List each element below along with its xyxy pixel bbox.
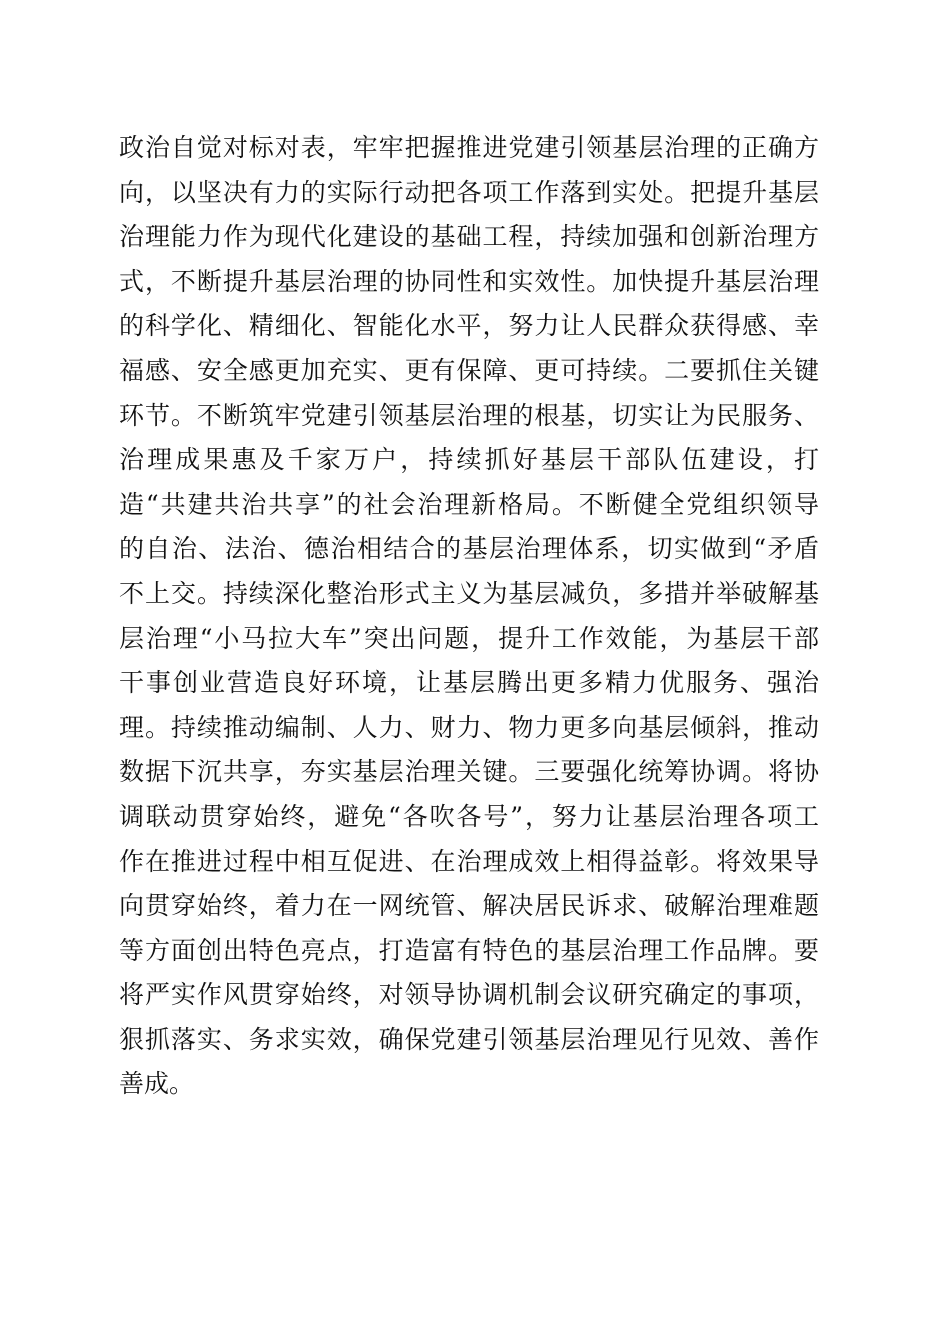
text-line-17: 作在推进过程中相互促进、在治理成效上相得益彰。将效果导 bbox=[119, 846, 819, 876]
text-line-1: 政治自觉对标对表，牢牢把握推进党建引领基层治理的正确方 bbox=[119, 133, 819, 162]
body-text bbox=[119, 126, 819, 1107]
text-line-6: 福感、安全感更加充实、更有保障、更可持续。二要抓住关键 bbox=[119, 355, 819, 385]
text-line-8: 治理成果惠及千家万户，持续抓好基层干部队伍建设，打 bbox=[119, 445, 819, 475]
text-line-20: 将严实作风贯穿始终，对领导协调机制会议研究确定的事项， bbox=[119, 980, 819, 1010]
text-line-5: 的科学化、精细化、智能化水平，努力让人民群众获得感、幸 bbox=[119, 311, 819, 341]
text-line-13: 干事创业营造良好环境，让基层腾出更多精力优服务、强治 bbox=[119, 668, 819, 698]
text-line-9: 造“共建共治共享”的社会治理新格局。不断健全党组织领导 bbox=[119, 489, 819, 519]
text-line-12: 层治理“小马拉大车”突出问题，提升工作效能，为基层干部 bbox=[119, 623, 819, 653]
text-line-18: 向贯穿始终，着力在一网统管、解决居民诉求、破解治理难题 bbox=[119, 891, 819, 921]
text-line-19: 等方面创出特色亮点，打造富有特色的基层治理工作品牌。要 bbox=[119, 935, 819, 965]
text-line-21: 狠抓落实、务求实效，确保党建引领基层治理见行见效、善作 bbox=[119, 1024, 819, 1054]
text-line-16: 调联动贯穿始终，避免“各吹各号”，努力让基层治理各项工 bbox=[119, 801, 819, 831]
text-line-2: 向，以坚决有力的实际行动把各项工作落到实处。把提升基层 bbox=[119, 177, 819, 207]
text-line-22: 善成。 bbox=[119, 1069, 195, 1099]
text-line-7: 环节。不断筑牢党建引领基层治理的根基，切实让为民服务、 bbox=[119, 400, 819, 430]
text-line-15: 数据下沉共享，夯实基层治理关键。三要强化统筹协调。将协 bbox=[119, 757, 819, 787]
text-line-3: 治理能力作为现代化建设的基础工程，持续加强和创新治理方 bbox=[119, 222, 819, 252]
text-line-4: 式，不断提升基层治理的协同性和实效性。加快提升基层治理 bbox=[119, 266, 819, 296]
text-line-10: 的自治、法治、德治相结合的基层治理体系，切实做到“矛盾 bbox=[119, 534, 819, 564]
text-line-11: 不上交。持续深化整治形式主义为基层减负，多措并举破解基 bbox=[119, 578, 819, 608]
text-line-14: 理。持续推动编制、人力、财力、物力更多向基层倾斜，推动 bbox=[119, 712, 819, 742]
